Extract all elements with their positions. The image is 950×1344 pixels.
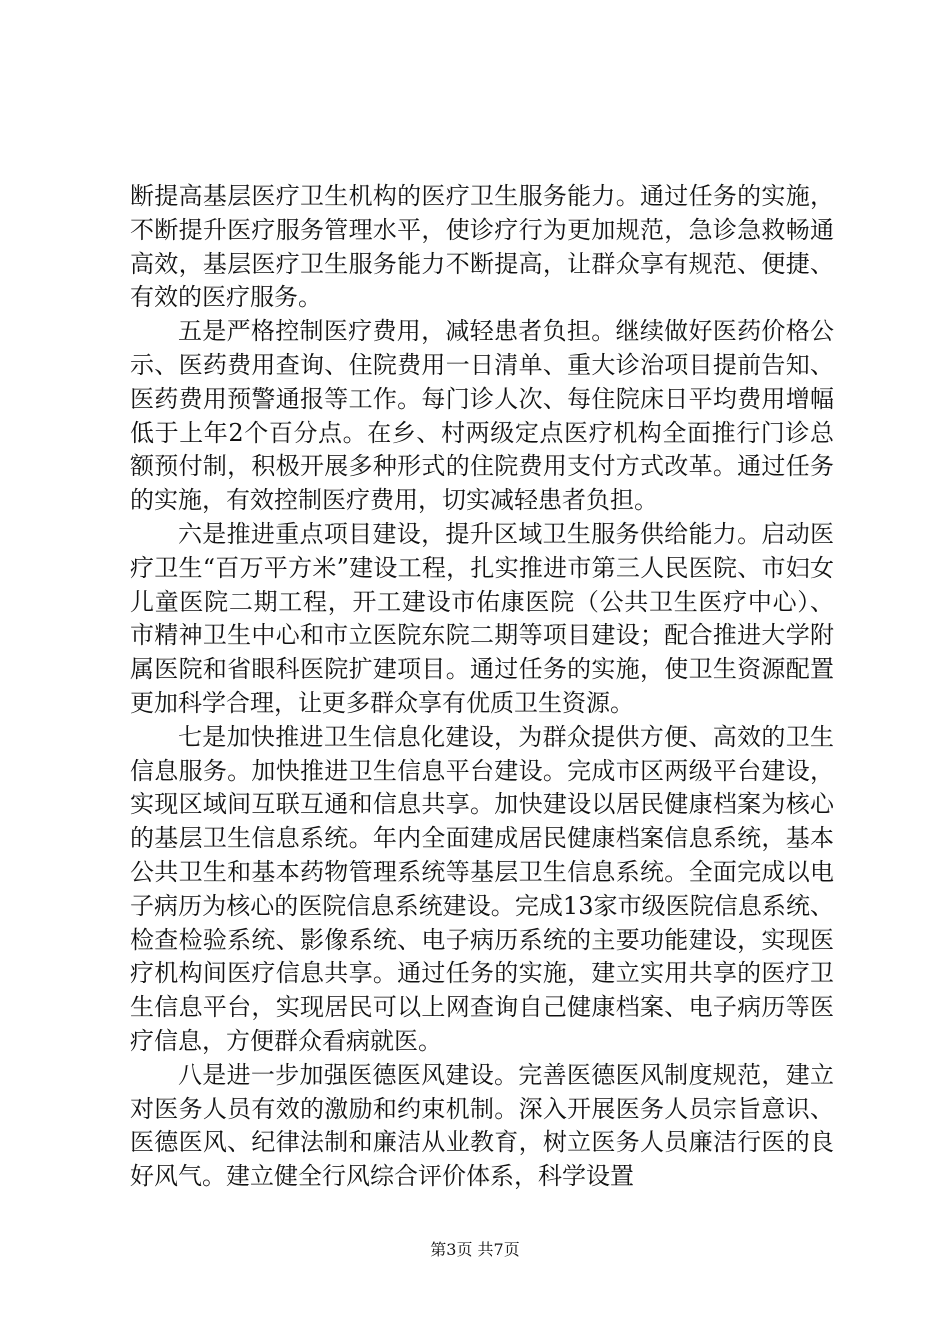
paragraph-item-seven: 七是加快推进卫生信息化建设，为群众提供方便、高效的卫生信息服务。加快推进卫生信息平台建设。完成市区两级平台建设，实现区域间互联互通和信息共享。加快建设以居民健康档案为核心的基层卫生信息系统。年内全面建成居民健康档案信息系统，基本公共卫生和基本药物管理系统等基层卫生信息系统。全面完成以电子病历为核心的医院信息系统建设。完成13家市级医院信息系统、检查检验系统、影像系统、电子病历系统的主要功能建设，实现医疗机构间医疗信息共享。通过任务的实施，建立实用共享的医疗卫生信息平台，实现居民可以上网查询自己健康档案、电子病历等医疗信息，方便群众看病就医。	[130, 722, 834, 1055]
page-footer: 第3页 共7页	[430, 1240, 520, 1259]
paragraph-item-six: 六是推进重点项目建设，提升区域卫生服务供给能力。启动医疗卫生“百万平方米”建设工程，扎实推进市第三人民医院、市妇女儿童医院二期工程，开工建设市佑康医院（公共卫生医疗中心）、市精神卫生中心和市立医院东院二期等项目建设；配合推进大学附属医院和省眼科医院扩建项目。通过任务的实施，使卫生资源配置更加科学合理，让更多群众享有优质卫生资源。	[130, 519, 834, 717]
paragraph-continued: 断提高基层医疗卫生机构的医疗卫生服务能力。通过任务的实施，不断提升医疗服务管理水平，使诊疗行为更加规范，急诊急救畅通高效，基层医疗卫生服务能力不断提高，让群众享有规范、便捷、有效的医疗服务。	[130, 182, 834, 312]
paragraph-item-five: 五是严格控制医疗费用，减轻患者负担。继续做好医药价格公示、医药费用查询、住院费用一日清单、重大诊治项目提前告知、医药费用预警通报等工作。每门诊人次、每住院床日平均费用增幅低于上年2个百分点。在乡、村两级定点医疗机构全面推行门诊总额预付制，积极开展多种形式的住院费用支付方式改革。通过任务的实施，有效控制医疗费用，切实减轻患者负担。	[130, 317, 834, 515]
document-body	[130, 180, 834, 1194]
paragraph-item-eight: 八是进一步加强医德医风建设。完善医德医风制度规范，建立对医务人员有效的激励和约束机制。深入开展医务人员宗旨意识、医德医风、纪律法制和廉洁从业教育，树立医务人员廉洁行医的良好风气。建立健全行风综合评价体系，科学设置	[130, 1060, 834, 1191]
